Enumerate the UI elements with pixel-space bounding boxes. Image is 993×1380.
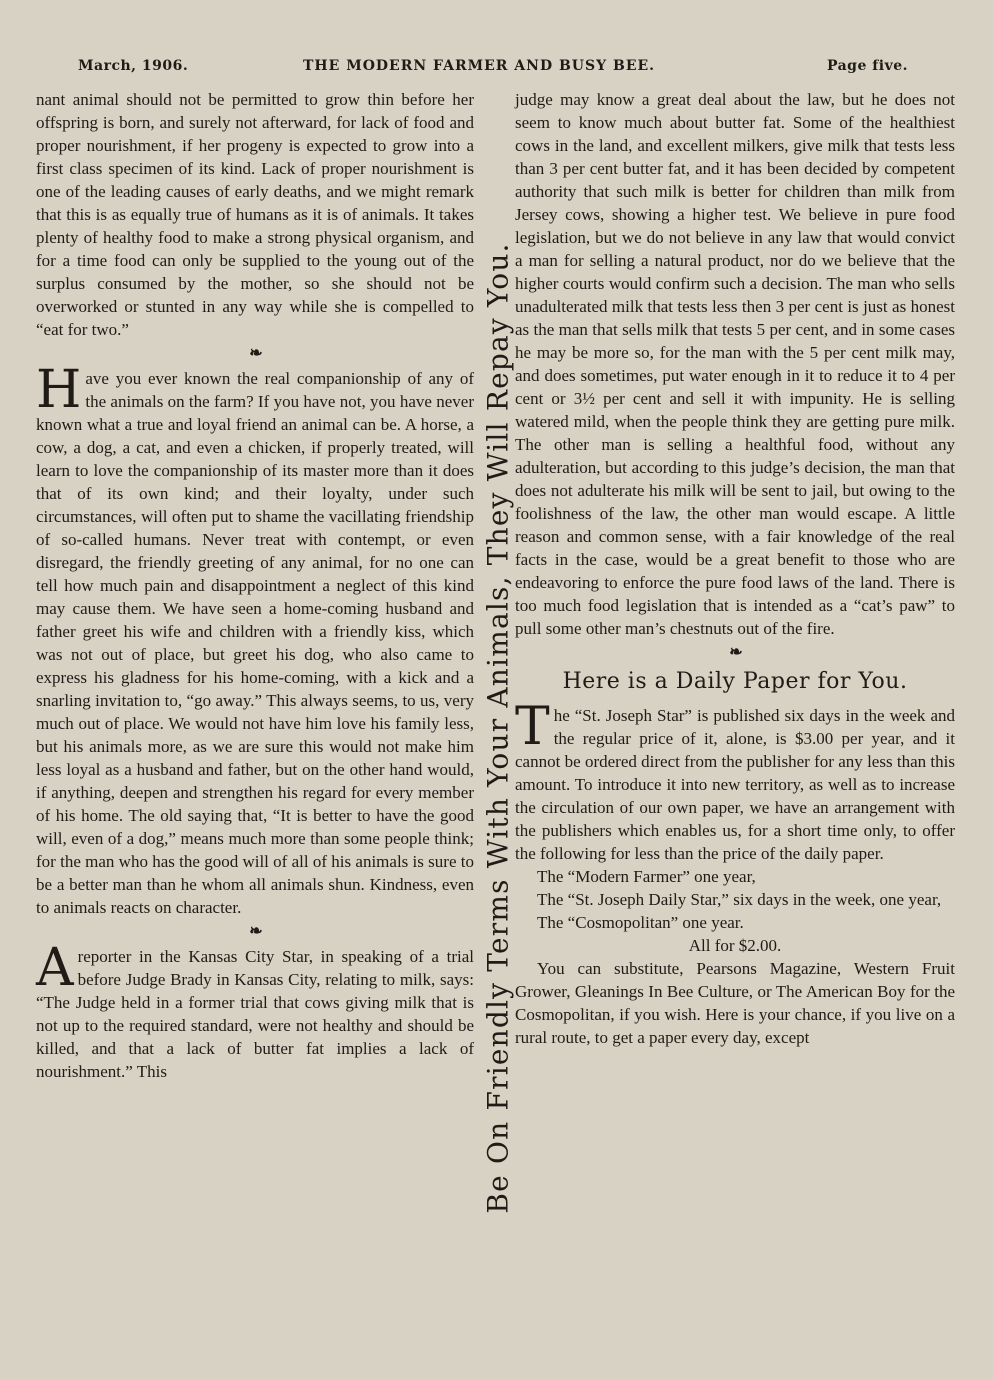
article-paragraph: nant animal should not be permitted to grow thin before her offspring is born, and surely not afterward, for lack of food and proper nourishment, if her progeny is expected to grow into a first class specimen of its kind. Lack of proper nourishment is one of the leading causes of early deaths, and we might remark that this is as equally true of humans as it is of animals. It takes plenty of healthy food to make a strong physical organism, and for a time food can only be supplied to the young out of the surplus consumed by the mother, so she should not be overworked or stunted in any way while she is compelled to “eat for two.” [36,90,474,339]
issue-date: March, 1906. [78,58,189,74]
paragraph-text: reporter in the Kansas City Star, in speaking of a trial before Judge Brady in Kansas City, relating to milk, says: “The Judge held in a former trial that cows giving milk that is not up to the required standard, were not healthy and should be killed, and that a lack of butter fat implies a lack of nourishment.” This [36,947,474,1081]
drop-cap: A [36,938,74,998]
article-paragraph: judge may know a great deal about the law, but he does not seem to know much about butter fat. Some of the healthiest cows in the land, and excellent milkers, give milk that tests less than 3 per cent butter fat, and it has been decided by competent authority that such milk is better for children than milk from Jersey cows, showing a higher test. We believe in pure food legislation, but we do not believe in any law that would convict a man for selling a natural product, nor do we believe that the higher courts would confirm such a decision. The man who sells unadulterated milk that tests less then 3 per cent is just as honest as the man that sells milk that tests 5 per cent, and in some cases he may be more so, for the man with the 5 per cent milk may, and does sometimes, put water enough in it to reduce it to 4 per cent or 3½ per cent and sell it with impunity. He is selling watered mild, when the people think they are getting pure milk. The other man is selling a healthful food, without any adulteration, but according to this judge’s decision, the man that does not adulterate his milk will be sent to jail, but owing to the foolishness of the law, the other man would escape. A little reason and common sense, with a fair knowledge of the real facts in the case, would be a great benefit to those who are endeavoring to enforce the pure food laws of the land. There is too much food legislation that is intended as a “cat’s paw” to pull some other man’s chestnuts out of the fire. [515,90,955,638]
vertical-sidebar-slogan [478,88,518,1368]
offer-line: The “Modern Farmer” one year, [537,867,756,886]
publication-title: THE MODERN FARMER AND BUSY BEE. [303,58,656,74]
article-paragraph [36,360,474,919]
drop-cap: T [515,697,550,757]
page-number: Page five. [826,58,908,74]
ornament-divider: ❧ [729,644,741,661]
article-paragraph [36,938,474,1083]
section-heading: Here is a Daily Paper for You. [562,669,908,694]
paragraph-text: ave you ever known the real companionship of any of the animals on the farm? If you have not, you have never known what a true and loyal friend an animal can be. A horse, a cow, a dog, a cat, and even a chicken, if properly treated, will learn to love the companionship of its master more than it does that of its own kind; and their loyalty, under such circumstances, will often put to shame the vacillating friendship of so-called humans. Never treat with contempt, or even disregard, the friendly greeting of any animal, for no one can tell how much pain and disappointment a neglect of this kind may cause them. We have seen a home-coming husband and father greet his wife and children with a friendly kiss, which was not out of place, but greet his dog, who also came to express his gladness for his home-coming, with a kick and a snarling invitation to, “go away.” This always seems, to us, very much out of place. We would not have him love his family less, but his animals more, as we are sure this would not make him less loyal as a husband and father, but on the other hand would, if anything, deepen and strengthen his regard for every member of his home. The old saying that, “It is better to have the good will, even of a dog,” means much more than some people think; for the man who has the good will of all of his animals is sure to be a better man than he whom all animals shun. Kindness, even to animals reacts on character. [36,369,474,917]
right-column [515,88,955,1049]
article-paragraph [515,697,955,865]
page-header [78,58,908,82]
drop-cap: H [36,360,82,420]
ornament-divider: ❧ [249,923,261,940]
offer-line: The “Cosmopolitan” one year. [537,913,744,932]
offer-total: All for $2.00. [688,936,782,955]
slogan-text: Be On Friendly Terms With Your Animals, They Will Repay You. [481,242,515,1214]
left-column [36,88,474,1083]
article-paragraph: You can substitute, Pearsons Magazine, Western Fruit Grower, Gleanings In Bee Culture, or The American Boy for the Cosmopolitan, if you wish. Here is your chance, if you live on a rural route, to get a paper every day, except [515,959,955,1047]
ornament-divider: ❧ [249,345,261,362]
offer-line: The “St. Joseph Daily Star,” six days in the week, one year, [537,890,942,909]
paragraph-text: he “St. Joseph Star” is published six days in the week and the regular price of it, alone, is $3.00 per year, and it cannot be ordered direct from the publisher for any less than this amount. To introduce it into new territory, as well as to increase the circulation of our own paper, we have an arrangement with the publishers which enables us, for a short time only, to offer the following for less than the price of the daily paper. [515,706,955,863]
